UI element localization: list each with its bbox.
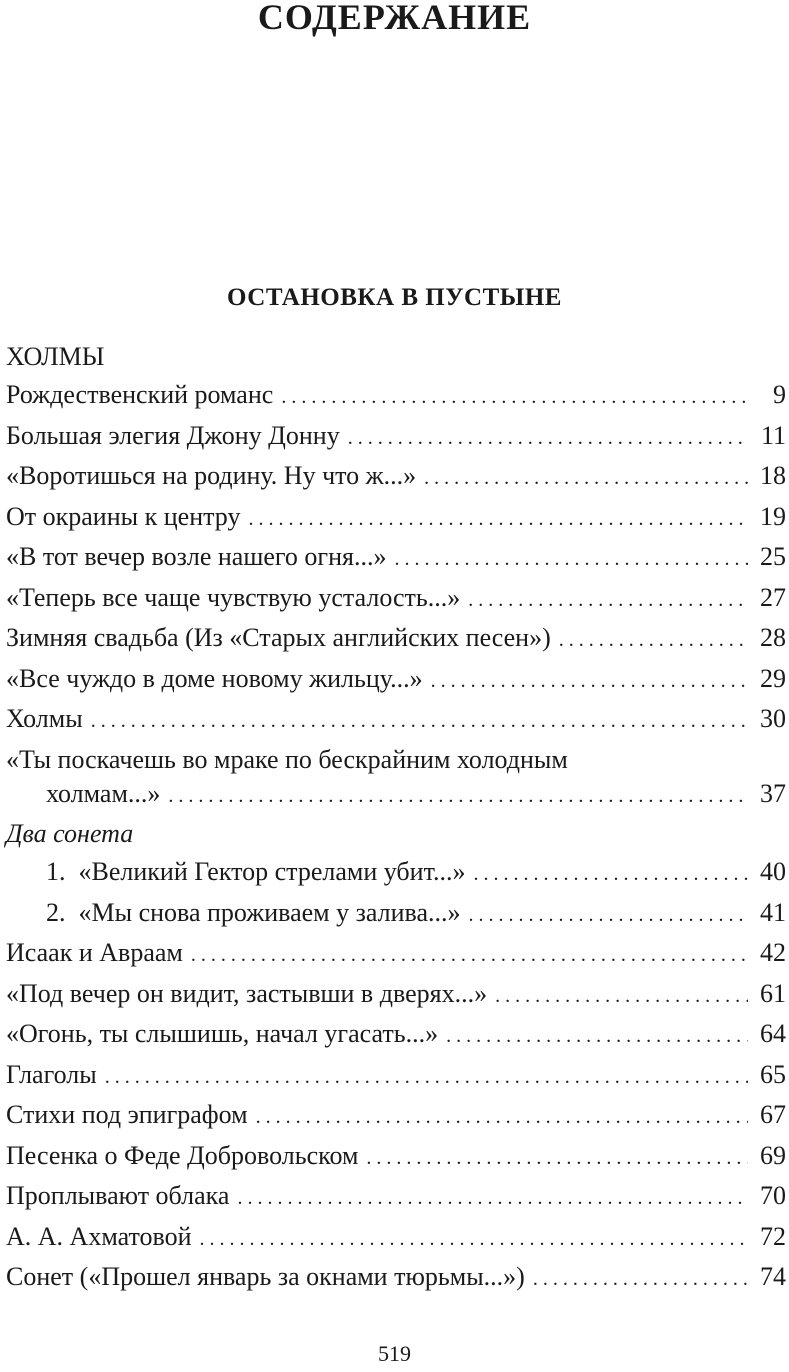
toc-entry-title: Глаголы [6,1059,97,1089]
leader-dots [446,1019,748,1053]
leader-dots [191,938,748,972]
group-heading-holmy: ХОЛМЫ [6,342,105,371]
leader-dots [468,583,748,617]
toc-entry [6,1058,786,1099]
leader-dots [348,421,748,455]
toc-entry-page: 74 [760,1262,786,1291]
toc-entry-page: 37 [760,778,786,808]
toc-entry-title: «Все чуждо в доме новому жильцу...» [6,663,423,693]
toc-entry-page: 9 [773,380,786,409]
toc-entry [6,1139,786,1180]
leader-dots [473,857,748,891]
toc-entry [6,419,786,460]
toc-entry [6,540,786,581]
toc-entry [6,378,786,419]
toc-entry [6,459,786,500]
toc-entry-page: 29 [760,663,786,693]
section-title: ОСТАНОВКА В ПУСТЫНЕ [227,284,562,311]
toc-entry-title: Исаак и Авраам [6,938,183,967]
toc-entry [6,977,786,1018]
toc-entry-page: 18 [760,461,786,490]
toc-entry [6,855,786,896]
toc-entry-first-line [6,743,786,777]
toc-entry-page: 70 [760,1181,786,1210]
toc-entry-title: «Ты поскачешь во мраке по бескрайним холодным [6,744,568,774]
leader-dots [431,664,748,698]
toc-entry-title: «Огонь, ты слышишь, начал угасать...» [6,1019,439,1048]
leader-dots [168,779,748,813]
toc-entry-title: «Под вечер он видит, застывши в дверях...» [6,978,488,1008]
toc-entry [6,1098,786,1139]
toc-entry-title: Песенка о Феде Добровольском [6,1140,359,1170]
leader-dots [366,1141,748,1175]
leader-dots [394,542,748,576]
toc-entry [6,1260,786,1301]
page-number: 519 [378,1341,411,1366]
toc-entry-page: 28 [760,623,786,652]
toc-entry-page: 11 [760,420,786,450]
leader-dots [424,461,748,495]
toc-entry-page: 42 [760,938,786,967]
toc-entry-title: Рождественский романс [6,380,274,409]
toc-entry-title: «В тот вечер возле нашего огня...» [6,542,387,571]
toc-entry-title: Стихи под эпиграфом [6,1100,248,1129]
toc-entry [6,702,786,743]
toc-entry [6,1220,786,1261]
toc-entry-title: Большая элегия Джону Донну [6,420,340,450]
toc-entry-page: 30 [760,704,786,733]
toc-entry-page: 61 [760,978,786,1008]
toc-entry [6,500,786,541]
toc-entry-title: 2. «Мы снова проживаем у залива...» [46,897,461,927]
toc-entry-page: 65 [760,1059,786,1089]
toc-entry-page: 41 [760,897,786,927]
toc-entry [6,1017,786,1058]
toc-entry [6,662,786,703]
leader-dots [237,1181,748,1215]
toc-entry-page: 19 [760,501,786,531]
toc-entry-page: 72 [760,1221,786,1251]
leader-dots [469,898,748,932]
leader-dots [559,623,748,657]
toc-entry-title-continued: холмам...» [46,778,161,808]
leader-dots [200,1222,748,1256]
toc-entry-title: А. А. Ахматовой [6,1221,192,1251]
toc-entry-page: 67 [760,1100,786,1129]
toc-entry-page: 69 [760,1140,786,1170]
toc-entry-title: Зимняя свадьба (Из «Старых английских песен») [6,623,551,652]
leader-dots [248,502,748,536]
toc-entry-page: 25 [760,542,786,571]
toc-entry-title: Холмы [6,704,83,733]
toc-entry [6,777,786,818]
leader-dots [281,380,748,414]
toc-entry-page: 40 [760,857,786,886]
page-title: СОДЕРЖАНИЕ [257,0,532,37]
leader-dots [495,979,748,1013]
toc-entry [6,581,786,622]
toc-entry-page: 27 [760,582,786,612]
toc-entry-title: «Воротишься на родину. Ну что ж...» [6,461,417,490]
toc-entry-title: Сонет («Прошел январь за окнами тюрьмы...») [6,1262,525,1291]
toc-entry-title: 1. «Великий Гектор стрелами убит...» [46,857,466,886]
toc-entry [6,936,786,977]
toc-entry-page: 64 [760,1019,786,1048]
leader-dots [533,1262,748,1296]
toc-entry [6,621,786,662]
leader-dots [91,704,748,738]
toc-entry [6,896,786,937]
toc-entry [6,1179,786,1220]
group-heading-dva-soneta: Два сонета [6,819,134,848]
toc-entry-title: От окраины к центру [6,501,241,531]
leader-dots [256,1100,748,1134]
leader-dots [105,1060,748,1094]
table-of-contents [6,340,786,1301]
toc-entry-title: «Теперь все чаще чувствую усталость...» [6,582,461,612]
toc-entry-title: Проплывают облака [6,1181,230,1210]
